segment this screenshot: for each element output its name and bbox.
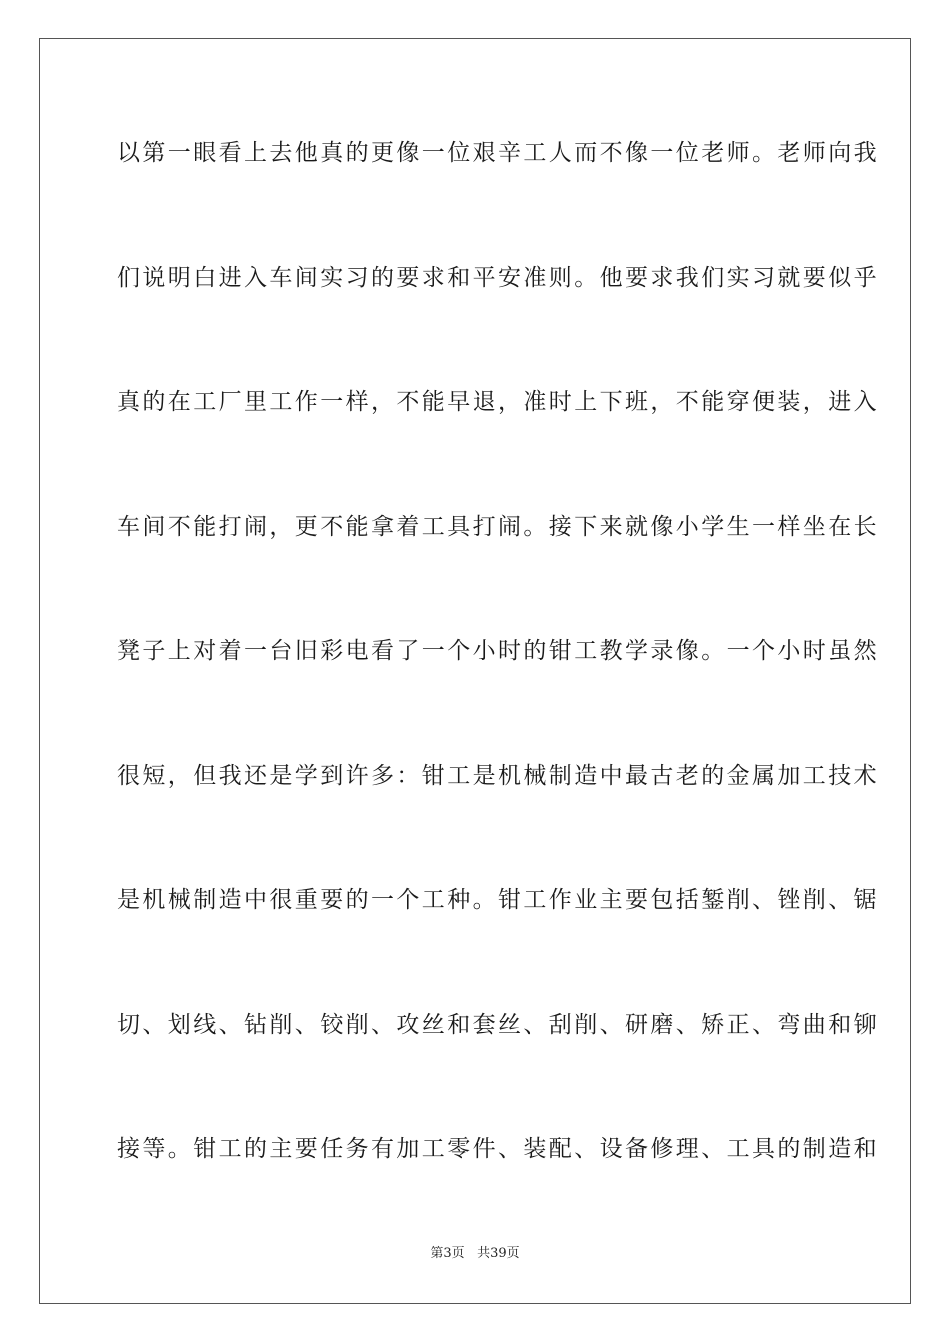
text-line-7: 是机械制造中很重要的一个工种。钳工作业主要包括錾削、锉削、锯: [117, 887, 879, 913]
text-line-5: 凳子上对着一台旧彩电看了一个小时的钳工教学录像。一个小时虽然: [117, 638, 879, 664]
footer-separator: [465, 1246, 477, 1261]
text-line-2: 们说明白进入车间实习的要求和平安准则。他要求我们实习就要似乎: [117, 264, 879, 291]
text-line-6: 很短，但我还是学到许多：钳工是机械制造中最古老的金属加工技术: [117, 762, 879, 789]
text-line-1: 以第一眼看上去他真的更像一位艰辛工人而不像一位老师。老师向我: [117, 140, 879, 166]
text-line-4: 车间不能打闹，更不能拿着工具打闹。接下来就像小学生一样坐在长: [117, 513, 879, 540]
total-pages: 共39页: [477, 1246, 520, 1261]
text-line-9: 接等。钳工的主要任务有加工零件、装配、设备修理、工具的制造和: [117, 1136, 879, 1162]
page-footer: [0, 1244, 950, 1264]
page-number: 第3页: [430, 1246, 465, 1261]
text-line-3: 真的在工厂里工作一样，不能早退，准时上下班，不能穿便装，进入: [117, 389, 879, 415]
document-body: [117, 124, 879, 1245]
text-line-8: 切、划线、钻削、铰削、攻丝和套丝、刮削、研磨、矫正、弯曲和铆: [117, 1011, 879, 1038]
